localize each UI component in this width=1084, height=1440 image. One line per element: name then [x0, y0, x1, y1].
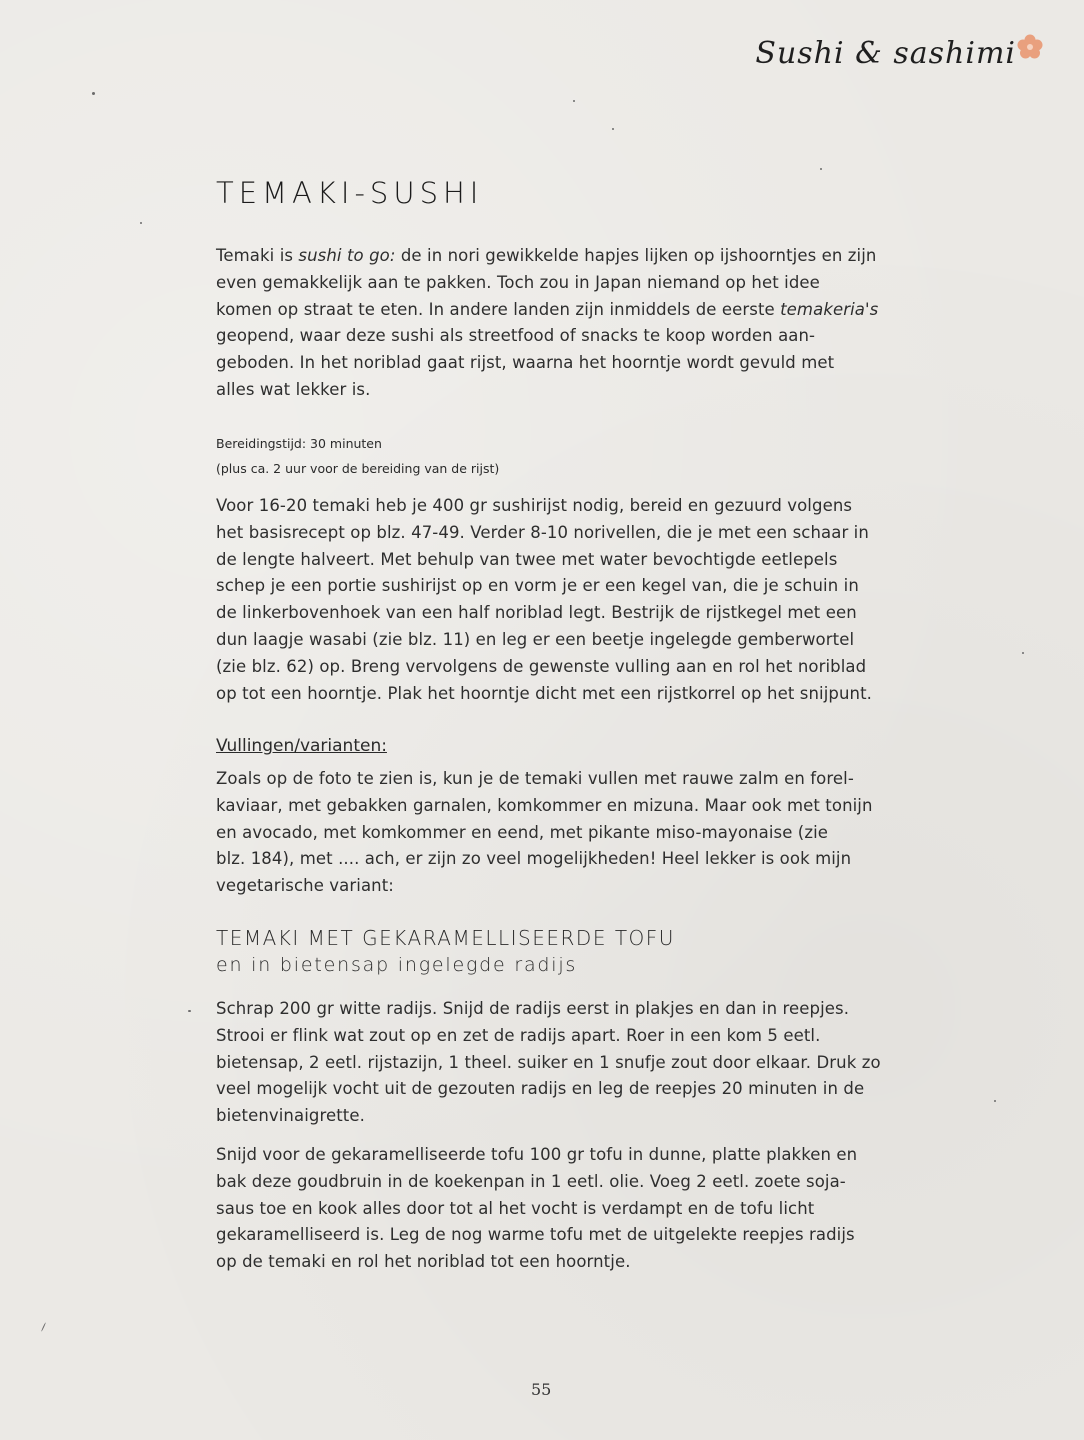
intro-emphasis: sushi to go:	[298, 246, 396, 265]
sub-recipe-line: gekaramelliseerd is. Leg de nog warme tofu met de uitgelekte reepjes radijs	[216, 1225, 855, 1245]
sub-recipe-line: veel mogelijk vocht uit de gezouten radijs en leg de reepjes 20 minuten in de	[216, 1079, 865, 1099]
intro-line: geopend, waar deze sushi als streetfood of snacks te koop worden aan-	[216, 326, 816, 346]
variants-line: Zoals op de foto te zien is, kun je de temaki vullen met rauwe zalm en forel-	[216, 769, 854, 788]
prep-time-label: Bereidingstijd: 30 minuten	[216, 436, 382, 451]
sub-recipe-line: op de temaki en rol het noriblad tot een hoorntje.	[216, 1252, 631, 1272]
method-paragraph	[216, 493, 876, 707]
variants-line: vegetarische variant:	[216, 876, 394, 896]
variants-line: blz. 184), met .... ach, er zijn zo veel mogelijkheden! Heel lekker is ook mijn	[216, 849, 852, 869]
sub-recipe-subtitle: en in bietensap ingelegde radijs	[216, 954, 578, 976]
paper-speck	[140, 222, 142, 224]
sub-recipe-line: bietenvinaigrette.	[216, 1106, 365, 1126]
prep-time-note: (plus ca. 2 uur voor de bereiding van de rijst)	[216, 461, 500, 476]
paper-speck	[41, 1322, 46, 1331]
variants-line: en avocado, met komkommer en eend, met pikante miso-mayonaise (zie	[216, 822, 829, 842]
intro-text: Temaki is	[216, 246, 299, 265]
paper-speck	[573, 100, 575, 102]
method-line: (zie blz. 62) op. Breng vervolgens de gewenste vulling aan en rol het noriblad	[216, 656, 867, 676]
method-line: op tot een hoorntje. Plak het hoorntje dicht met een rijstkorrel op het snijpunt.	[216, 683, 872, 703]
intro-text: komen op straat te eten. In andere landen zijn inmiddels de eerste	[216, 299, 781, 319]
variants-heading: Vullingen/varianten:	[216, 736, 387, 756]
sub-recipe-paragraph-2	[216, 1142, 876, 1276]
intro-line: alles wat lekker is.	[216, 379, 371, 399]
method-line: schep je een portie sushirijst op en vorm je er een kegel van, die je schuin in	[216, 576, 859, 596]
method-line: Voor 16-20 temaki heb je 400 gr sushirijst nodig, bereid en gezuurd volgens	[216, 496, 853, 515]
variants-line: kaviaar, met gebakken garnalen, komkommer en mizuna. Maar ook met tonijn	[216, 795, 873, 815]
method-line: dun laagje wasabi (zie blz. 11) en leg er een beetje ingelegde gemberwortel	[216, 629, 855, 649]
sub-recipe-line: Schrap 200 gr witte radijs. Snijd de radijs eerst in plakjes en dan in reepjes.	[216, 999, 850, 1018]
variants-paragraph	[216, 766, 876, 900]
sub-recipe-title: TEMAKI MET GEKARAMELLISEERDE TOFU	[216, 926, 675, 950]
paper-speck	[92, 92, 95, 95]
intro-line: geboden. In het noriblad gaat rijst, waarna het hoorntje wordt gevuld met	[216, 353, 835, 373]
prep-time	[216, 431, 499, 481]
intro-paragraph	[216, 243, 879, 404]
paper-speck	[994, 1100, 996, 1102]
method-line: de linkerbovenhoek van een half noriblad legt. Bestrijk de rijstkegel met een	[216, 603, 857, 623]
sub-recipe-line: Snijd voor de gekaramelliseerde tofu 100 gr tofu in dunne, platte plakken en	[216, 1145, 858, 1164]
page-number: 55	[531, 1380, 552, 1399]
sub-recipe-line: bietensap, 2 eetl. rijstazijn, 1 theel. suiker en 1 snufje zout door elkaar. Druk zo	[216, 1052, 881, 1072]
method-line: de lengte halveert. Met behulp van twee met water bevochtigde eetlepels	[216, 549, 838, 569]
intro-line: even gemakkelijk aan te pakken. Toch zou in Japan niemand op het idee	[216, 272, 820, 292]
sub-recipe-line: Strooi er flink wat zout op en zet de radijs apart. Roer in een kom 5 eetl.	[216, 1025, 821, 1045]
intro-text: de in nori gewikkelde hapjes lijken op ijshoorntjes en zijn	[395, 246, 877, 265]
page-title: TEMAKI-SUSHI	[216, 176, 484, 210]
sub-recipe-paragraph-1	[216, 996, 881, 1130]
method-line: het basisrecept op blz. 47-49. Verder 8-10 norivellen, die je met een schaar in	[216, 522, 869, 542]
sub-recipe-line: bak deze goudbruin in de koekenpan in 1 eetl. olie. Voeg 2 eetl. zoete soja-	[216, 1171, 846, 1191]
intro-emphasis: temakeria's	[780, 299, 879, 319]
flower-icon	[1016, 33, 1044, 61]
paper-speck	[1022, 652, 1024, 654]
paper-speck	[820, 168, 822, 170]
paper-speck	[612, 128, 614, 130]
sub-recipe-line: saus toe en kook alles door tot al het vocht is verdampt en de tofu licht	[216, 1198, 815, 1218]
chapter-header: Sushi & sashimi	[755, 36, 1016, 71]
paper-speck	[188, 1010, 191, 1012]
